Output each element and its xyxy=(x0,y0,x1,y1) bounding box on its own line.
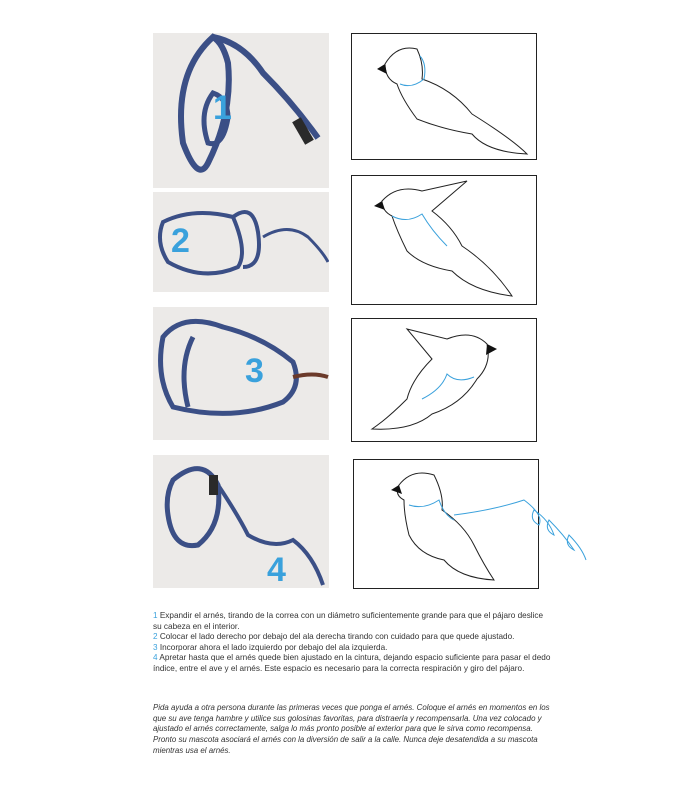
bird-illustration-2 xyxy=(351,175,537,305)
bird-illustration-3 xyxy=(351,318,537,442)
step-instructions xyxy=(153,611,553,675)
harness-photo-4 xyxy=(153,455,329,588)
step-item: 2 Colocar el lado derecho por debajo del ala derecha tirando con cuidado para que quede ajustado. xyxy=(153,632,515,642)
photo-step-number: 2 xyxy=(171,222,190,260)
step-item: 3 Incorporar ahora el lado izquierdo por debajo del ala izquierda. xyxy=(153,642,388,652)
photo-step-number: 4 xyxy=(267,551,286,588)
step-item: 1 Expandir el arnés, tirando de la correa con un diámetro suficientemente grande para que el pájaro deslice su cabeza en el interior. xyxy=(153,611,544,631)
harness-photo-1 xyxy=(153,33,329,188)
bird-illustration-1 xyxy=(351,33,537,160)
photo-step-number: 1 xyxy=(213,89,232,127)
bird-illustration-4 xyxy=(353,459,539,589)
step-item: 4 Apretar hasta que el arnés quede bien ajustado en la cintura, dejando espacio suficiente para pasar el dedo índice, entre el ave y el arnés. Este espacio es necesario para la correcta respiración y giro del pájaro. xyxy=(153,653,551,673)
advice-note: Pida ayuda a otra persona durante las primeras veces que ponga el arnés. Coloque el arnés en momentos en los que su ave tenga hambre y utilice sus golosinas favoritas, para distraerla y recompensarla. Una vez colocado y ajustado el arnés correctamente, salga lo más pronto posible al exterior para que le sirva como recompensa. Pronto su mascota asociará el arnés con la diversión de salir a la calle. Nunca deje desatendida a su mascota mientras usa el arnés. xyxy=(153,703,550,755)
harness-photo-3 xyxy=(153,307,329,440)
harness-photo-2 xyxy=(153,192,329,292)
photo-step-number: 3 xyxy=(245,352,264,390)
